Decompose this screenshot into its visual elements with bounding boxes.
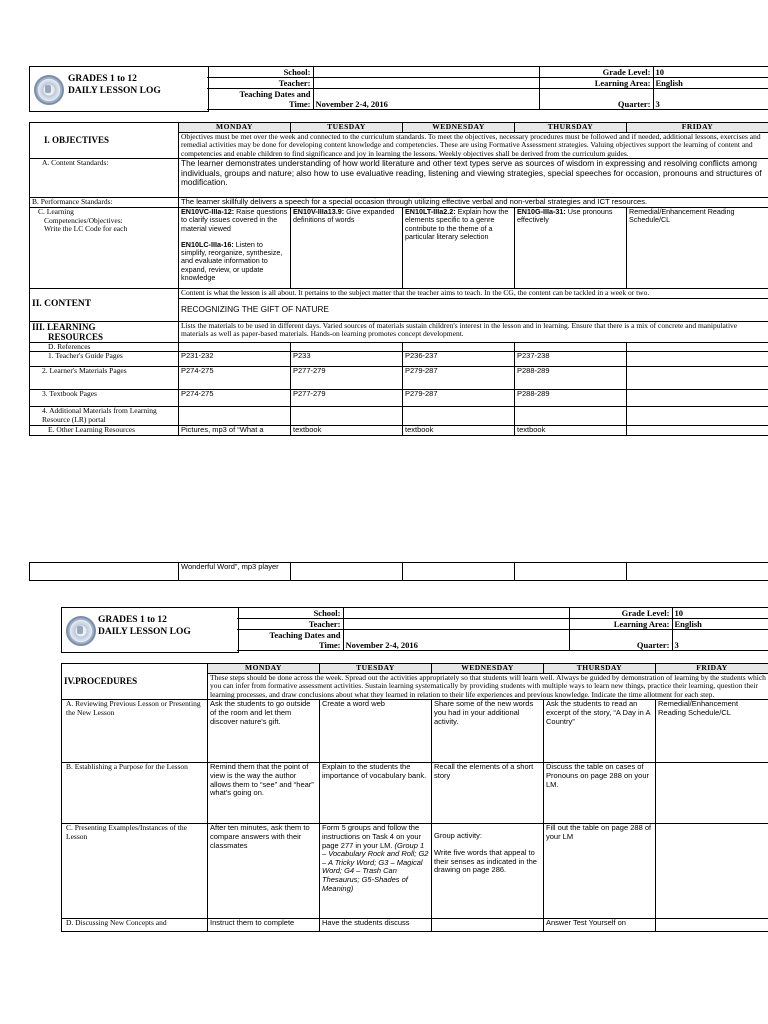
competency-friday: Remedial/Enhancement Reading Schedule/CL <box>627 207 768 288</box>
reviewing-monday: Ask the students to go outside of the room and let them discover nature's gift. <box>208 700 320 763</box>
learning-area-label: Learning Area: <box>539 78 653 89</box>
competencies-label-line1: C. Learning <box>38 207 74 216</box>
additional-materials-wednesday <box>403 407 515 426</box>
grade-level-value: 10 <box>672 608 768 619</box>
reviewing-thursday: Ask the students to read an excerpt of the story, “A Day in A Country” <box>544 700 656 763</box>
grade-level-label: Grade Level: <box>569 608 672 619</box>
learning-area-label: Learning Area: <box>569 619 672 630</box>
row-label: 1. Teacher's Guide Pages <box>30 352 179 367</box>
other-resources-monday: Pictures, mp3 of “What a <box>179 426 291 436</box>
continuation-monday: Wonderful Word”, mp3 player <box>179 563 291 581</box>
learners-materials-friday <box>627 367 768 390</box>
day-header-friday: FRIDAY <box>656 664 768 674</box>
day-header-wednesday: WEDNESDAY <box>432 664 544 674</box>
content-topic: RECOGNIZING THE GIFT OF NATURE <box>179 298 768 321</box>
competency-tuesday <box>291 207 403 288</box>
competency-monday-code2: EN10LC-IIIa-16: <box>181 239 234 249</box>
examples-thursday: Fill out the table on page 288 of your LM <box>544 824 656 919</box>
objectives-note: Objectives must be met over the week and connected to the curriculum standards. To meet the objectives, necessary procedures must be followed and if needed, additional lessons, exercises and remedial activities may be done for developing content knowledge and competencies. These are using Formative Assessment strategies. Valuing objectives support the learning of content and competencies and enable children to find significance and joy in learning the lessons. Weekly objectives shall be derived from the curriculum guides. <box>179 132 768 159</box>
teacher-label: Teacher: <box>207 78 313 89</box>
examples-tuesday <box>320 824 432 919</box>
teaching-dates-label-line2: Time: <box>318 640 341 650</box>
continuation-wednesday <box>403 563 515 581</box>
day-header-monday: MONDAY <box>179 123 291 133</box>
objectives-section-label: I. OBJECTIVES <box>30 123 179 159</box>
references-cell-fri <box>627 342 768 352</box>
row-label: 2. Learner's Materials Pages <box>30 367 179 390</box>
performance-standards-label: B. Performance Standards: <box>30 198 179 208</box>
teaching-dates-label <box>237 630 343 651</box>
table-row <box>30 352 768 367</box>
references-cell-thu <box>515 342 627 352</box>
teaching-dates-label <box>207 89 313 110</box>
examples-tuesday-groups: (Group 1 – Vocabulary Rock and Roll; G2 – A Tricky Word; G3 – Magical Word; G4 – Trash Can Thesaurus; G5-Shades of Meaning) <box>322 840 429 893</box>
continuation-friday <box>627 563 768 581</box>
examples-monday: After ten minutes, ask them to compare answers with their classmates <box>208 824 320 919</box>
lesson-log-table-1 <box>29 122 768 436</box>
competency-wednesday-text: Explain how the elements specific to a genre contribute to the theme of a particular literary selection <box>405 207 509 241</box>
teaching-dates-value: November 2-4, 2016 <box>313 89 539 110</box>
learners-materials-wednesday: P279-287 <box>403 367 515 390</box>
reviewing-lesson-label: A. Reviewing Previous Lesson or Presenting the New Lesson <box>62 700 208 763</box>
form-title-line2: DAILY LESSON LOG <box>68 86 161 96</box>
references-cell-mon <box>179 342 291 352</box>
learners-materials-thursday: P288-289 <box>515 367 627 390</box>
examples-wednesday-line1: Group activity: <box>434 831 482 841</box>
competencies-label-line2: Competencies/Objectives: <box>44 215 123 225</box>
deped-seal-icon <box>66 616 96 646</box>
teachers-guide-tuesday: P233 <box>291 352 403 367</box>
teachers-guide-monday: P231-232 <box>179 352 291 367</box>
form-title-line1: GRADES 1 to 12 <box>98 615 167 625</box>
row-label: 3. Textbook Pages <box>30 390 179 407</box>
header-info-table-2 <box>237 607 768 651</box>
additional-materials-monday <box>179 407 291 426</box>
form-title-line1: GRADES 1 to 12 <box>68 74 137 84</box>
learning-resources-label-line1: III. LEARNING <box>32 321 96 332</box>
additional-materials-friday <box>627 407 768 426</box>
purpose-monday: Remind them that the point of view is the way the author allows them to “see” and “hear” what's going on. <box>208 763 320 824</box>
reviewing-wednesday: Share some of the new words you had in your additional activity. <box>432 700 544 763</box>
performance-standards-text: The learner skillfully delivers a speech for a special occasion through utilizing effective verbal and non-verbal strategies and ICT resources. <box>179 198 768 208</box>
competency-thursday-code: EN10G-IIIa-31: <box>517 207 566 216</box>
table-row <box>30 367 768 390</box>
competency-wednesday-code: EN10LT-IIIa2.2: <box>405 207 456 216</box>
examples-tuesday-text: Form 5 groups and follow the instructions on Task 4 on your page 277 in your LM. <box>322 823 422 850</box>
learning-resources-note: Lists the materials to be used in different days. Varied sources of materials sustain children's interest in the lesson and in learning. Ensure that there is a mix of concrete and manipulative materials as well as paper-based materials. Hands-on learning promotes concept development. <box>179 321 768 342</box>
content-standards-text: The learner demonstrates understanding of how world literature and other text types serve as sources of wisdom in expressing and resolving conflicts among individuals, groups and nature; also how to use evaluative reading, listening and viewing strategies, special speeches for occasion, pronouns and structures of modification. <box>179 159 768 198</box>
teaching-dates-label-line1: Teaching Dates and <box>269 630 341 640</box>
header-block-1 <box>29 66 768 112</box>
row-label: E. Other Learning Resources <box>30 426 179 436</box>
learning-resources-label <box>30 321 179 342</box>
content-note: Content is what the lesson is all about. It pertains to the subject matter that the teacher aims to teach. In the CG, the content can be tackled in a week or two. <box>179 288 768 298</box>
continuation-tuesday <box>291 563 403 581</box>
discussing-label: D. Discussing New Concepts and <box>62 919 208 932</box>
table-row <box>30 426 768 436</box>
day-header-wednesday: WEDNESDAY <box>403 123 515 133</box>
school-label: School: <box>207 67 313 78</box>
competency-monday-text1: Raise questions to clarify issues covered in the material viewed <box>181 207 288 233</box>
header-info-table <box>207 66 768 110</box>
day-header-monday: MONDAY <box>208 664 320 674</box>
competency-wednesday <box>403 207 515 288</box>
competency-monday-text2: Listen to simplify, reorganize, synthesize, and evaluate information to expand, review, or update knowledge <box>181 239 283 283</box>
teaching-dates-label-line1: Teaching Dates and <box>239 89 311 99</box>
references-cell-tue <box>291 342 403 352</box>
other-resources-tuesday: textbook <box>291 426 403 436</box>
day-header-friday: FRIDAY <box>627 123 768 133</box>
row-label: 4. Additional Materials from Learning Resource (LR) portal <box>30 407 179 426</box>
teachers-guide-friday <box>627 352 768 367</box>
discussing-tuesday: Have the students discuss <box>320 919 432 932</box>
lesson-log-table-2 <box>61 663 768 932</box>
grade-level-label: Grade Level: <box>539 67 653 78</box>
competency-monday <box>179 207 291 288</box>
continuation-label-cell <box>30 563 179 581</box>
competencies-label <box>30 207 179 288</box>
school-label: School: <box>237 608 343 619</box>
teacher-value <box>343 619 569 630</box>
quarter-label: Quarter: <box>569 630 672 651</box>
learning-resources-label-line2: RESOURCES <box>48 331 104 342</box>
teacher-value <box>313 78 539 89</box>
learning-area-value: English <box>672 619 768 630</box>
examples-friday <box>656 824 768 919</box>
additional-materials-thursday <box>515 407 627 426</box>
discussing-thursday: Answer Test Yourself on <box>544 919 656 932</box>
teaching-dates-value: November 2-4, 2016 <box>343 630 569 651</box>
purpose-label: B. Establishing a Purpose for the Lesson <box>62 763 208 824</box>
table-row <box>30 407 768 426</box>
learning-area-value: English <box>653 78 768 89</box>
references-label: D. References <box>30 342 179 352</box>
competency-tuesday-code: EN10V-IIIa13.9: <box>293 207 345 216</box>
learners-materials-monday: P274-275 <box>179 367 291 390</box>
competency-thursday <box>515 207 627 288</box>
competency-monday-code1: EN10VC-IIIa-12: <box>181 207 235 216</box>
textbook-pages-tuesday: P277-279 <box>291 390 403 407</box>
discussing-friday <box>656 919 768 932</box>
other-resources-thursday: textbook <box>515 426 627 436</box>
textbook-pages-wednesday: P279-287 <box>403 390 515 407</box>
logo-cell-2 <box>61 607 239 653</box>
continuation-thursday <box>515 563 627 581</box>
day-header-thursday: THURSDAY <box>544 664 656 674</box>
header-block-2 <box>61 607 768 653</box>
reviewing-friday: Remedial/Enhancement Reading Schedule/CL <box>656 700 768 763</box>
teachers-guide-thursday: P237-238 <box>515 352 627 367</box>
teaching-dates-label-line2: Time: <box>288 99 311 109</box>
discussing-monday: Instruct them to complete <box>208 919 320 932</box>
additional-materials-tuesday <box>291 407 403 426</box>
purpose-friday <box>656 763 768 824</box>
textbook-pages-monday: P274-275 <box>179 390 291 407</box>
continuation-row-table <box>29 562 768 581</box>
references-cell-wed <box>403 342 515 352</box>
grade-level-value: 10 <box>653 67 768 78</box>
quarter-value: 3 <box>653 89 768 110</box>
competencies-label-line3: Write the LC Code for each <box>44 224 128 234</box>
procedures-section-label: IV.PROCEDURES <box>62 664 208 700</box>
examples-wednesday <box>432 824 544 919</box>
school-value <box>343 608 569 619</box>
logo-cell <box>29 66 209 112</box>
content-standards-label: A. Content Standards: <box>30 159 179 198</box>
teachers-guide-wednesday: P236-237 <box>403 352 515 367</box>
quarter-label: Quarter: <box>539 89 653 110</box>
textbook-pages-friday <box>627 390 768 407</box>
discussing-wednesday <box>432 919 544 932</box>
quarter-value: 3 <box>672 630 768 651</box>
other-resources-friday <box>627 426 768 436</box>
content-section-label: II. CONTENT <box>30 288 179 321</box>
competency-tuesday-text: Give expanded definitions of words <box>293 207 395 225</box>
purpose-wednesday: Recall the elements of a short story <box>432 763 544 824</box>
procedures-note: These steps should be done across the week. Spread out the activities appropriately so that students will learn well. Always be guided by demonstration of learning by the students which you can infer from formative assessment activities. Sustain learning systematically by providing students with multiple ways to learn new things, practice their learning, question their learning processes, and draw conclusions about what they learned in relation to their life experiences and previous knowledge. Indicate the time allotment for each step. <box>208 673 768 700</box>
examples-label: C. Presenting Examples/Instances of the Lesson <box>62 824 208 919</box>
teacher-label: Teacher: <box>237 619 343 630</box>
examples-wednesday-line2: Write five words that appeal to their senses as indicated in the drawing on page 286. <box>434 847 537 875</box>
form-title-line2: DAILY LESSON LOG <box>98 627 191 637</box>
table-row <box>30 390 768 407</box>
day-header-tuesday: TUESDAY <box>291 123 403 133</box>
purpose-thursday: Discuss the table on cases of Pronouns on page 288 on your LM. <box>544 763 656 824</box>
textbook-pages-thursday: P288-289 <box>515 390 627 407</box>
competency-thursday-text: Use pronouns effectively <box>517 207 613 225</box>
day-header-tuesday: TUESDAY <box>320 664 432 674</box>
other-resources-wednesday: textbook <box>403 426 515 436</box>
learners-materials-tuesday: P277-279 <box>291 367 403 390</box>
reviewing-tuesday: Create a word web <box>320 700 432 763</box>
school-value <box>313 67 539 78</box>
day-header-thursday: THURSDAY <box>515 123 627 133</box>
deped-seal-icon <box>34 75 64 105</box>
purpose-tuesday: Explain to the students the importance of vocabulary bank. <box>320 763 432 824</box>
